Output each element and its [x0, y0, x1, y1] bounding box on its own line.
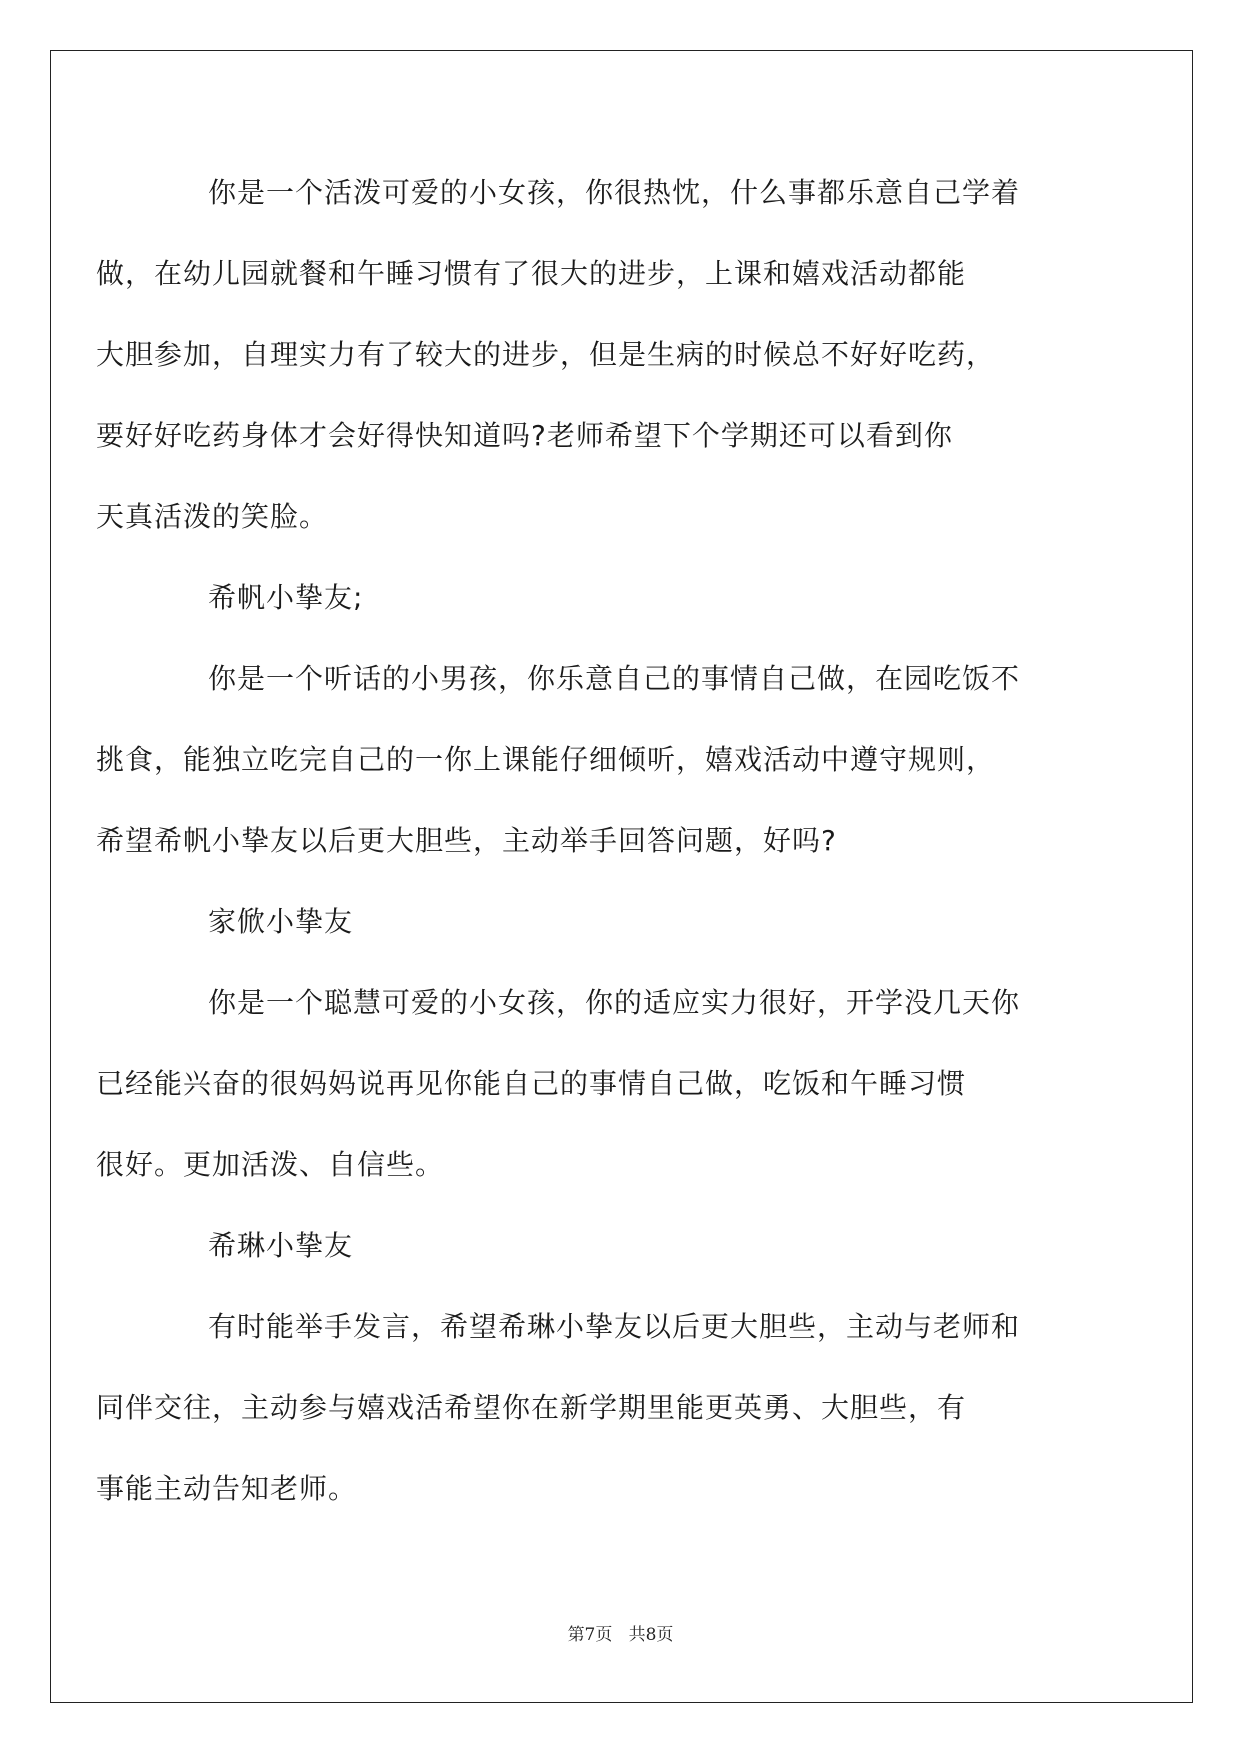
document-body — [96, 152, 1092, 1529]
paragraph-line: 同伴交往，主动参与嬉戏活希望你在新学期里能更英勇、大胆些，有 — [96, 1391, 967, 1424]
paragraph-line: 有时能举手发言，希望希琳小挚友以后更大胆些，主动与老师和 — [208, 1310, 1021, 1343]
paragraph-line: 希望希帆小挚友以后更大胆些，主动举手回答问题，好吗? — [96, 824, 837, 857]
page-footer — [0, 1620, 1241, 1645]
section-heading: 家俽小挚友 — [208, 905, 354, 938]
paragraph-line: 你是一个听话的小男孩，你乐意自己的事情自己做，在园吃饭不 — [208, 662, 1021, 695]
paragraph-line: 你是一个聪慧可爱的小女孩，你的适应实力很好，开学没几天你 — [208, 986, 1021, 1019]
paragraph-line: 挑食，能独立吃完自己的一你上课能仔细倾听，嬉戏活动中遵守规则， — [96, 743, 996, 776]
body-paragraph — [96, 152, 1092, 557]
section-heading: 希帆小挚友; — [208, 581, 364, 614]
paragraph-line: 你是一个活泼可爱的小女孩，你很热忱，什么事都乐意自己学着 — [208, 176, 1021, 209]
body-paragraph — [96, 1286, 1092, 1529]
section-heading: 希琳小挚友 — [208, 1229, 354, 1262]
paragraph-line: 很好。更加活泼、自信些。 — [96, 1148, 445, 1181]
paragraph-line: 事能主动告知老师。 — [96, 1472, 358, 1505]
footer-gap — [612, 1625, 628, 1645]
body-paragraph — [96, 962, 1092, 1205]
paragraph-line: 天真活泼的笑脸。 — [96, 500, 329, 533]
paragraph-line: 已经能兴奋的很妈妈说再见你能自己的事情自己做，吃饭和午睡习惯 — [96, 1067, 967, 1100]
paragraph-line: 大胆参加，自理实力有了较大的进步，但是生病的时候总不好好吃药， — [96, 338, 996, 371]
paragraph-line: 做，在幼儿园就餐和午睡习惯有了很大的进步，上课和嬉戏活动都能 — [96, 257, 967, 290]
page-number: 第7页 — [567, 1625, 613, 1645]
body-paragraph — [96, 638, 1092, 881]
paragraph-line: 要好好吃药身体才会好得快知道吗?老师希望下个学期还可以看到你 — [96, 419, 953, 452]
page-total: 共8页 — [628, 1625, 674, 1645]
